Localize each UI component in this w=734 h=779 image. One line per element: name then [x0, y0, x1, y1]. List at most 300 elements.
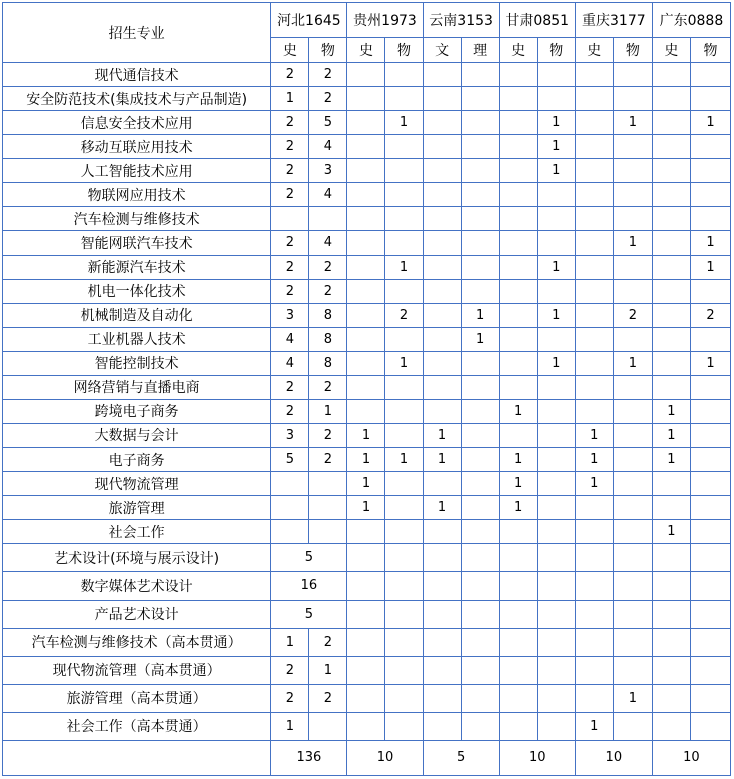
quota-cell	[385, 520, 423, 544]
quota-cell	[537, 375, 575, 399]
quota-cell	[613, 159, 652, 183]
quota-cell: 2	[309, 684, 347, 712]
quota-cell	[423, 572, 461, 600]
quota-cell: 2	[309, 448, 347, 472]
quota-cell: 3	[271, 303, 309, 327]
quota-cell: 1	[499, 496, 537, 520]
quota-cell	[347, 375, 385, 399]
quota-cell	[423, 472, 461, 496]
quota-cell	[347, 231, 385, 255]
quota-cell	[613, 572, 652, 600]
quota-cell	[690, 448, 730, 472]
quota-cell	[461, 111, 499, 135]
quota-cell	[347, 656, 385, 684]
quota-cell: 2	[271, 279, 309, 303]
quota-cell	[575, 135, 613, 159]
quota-cell	[461, 448, 499, 472]
table-row	[3, 628, 731, 656]
quota-cell: 1	[499, 399, 537, 423]
quota-cell	[461, 183, 499, 207]
quota-cell	[537, 544, 575, 572]
quota-cell	[385, 423, 423, 447]
quota-cell	[652, 656, 690, 684]
quota-cell: 2	[271, 684, 309, 712]
quota-cell	[347, 87, 385, 111]
quota-cell	[423, 600, 461, 628]
quota-cell	[461, 159, 499, 183]
quota-cell: 1	[499, 472, 537, 496]
table-row	[3, 327, 731, 351]
quota-cell	[652, 303, 690, 327]
major-name: 电子商务	[3, 448, 271, 472]
quota-cell: 5	[271, 448, 309, 472]
quota-cell	[575, 600, 613, 628]
quota-cell	[385, 684, 423, 712]
quota-cell	[385, 279, 423, 303]
quota-cell	[461, 135, 499, 159]
subject-header: 史	[575, 38, 613, 63]
quota-cell	[652, 231, 690, 255]
quota-cell	[575, 327, 613, 351]
quota-cell: 1	[537, 111, 575, 135]
major-name: 新能源汽车技术	[3, 255, 271, 279]
quota-cell	[347, 600, 385, 628]
quota-cell	[385, 656, 423, 684]
quota-cell	[309, 496, 347, 520]
quota-cell	[385, 572, 423, 600]
quota-cell	[461, 87, 499, 111]
quota-cell	[613, 135, 652, 159]
quota-cell	[461, 496, 499, 520]
major-name: 人工智能技术应用	[3, 159, 271, 183]
quota-cell: 1	[385, 448, 423, 472]
table-row	[3, 183, 731, 207]
table-row	[3, 496, 731, 520]
quota-cell: 1	[575, 472, 613, 496]
quota-cell	[347, 327, 385, 351]
quota-cell	[613, 183, 652, 207]
quota-cell: 4	[271, 351, 309, 375]
quota-cell	[652, 255, 690, 279]
quota-cell	[461, 684, 499, 712]
quota-cell: 2	[271, 135, 309, 159]
quota-cell	[309, 472, 347, 496]
quota-cell	[690, 684, 730, 712]
quota-cell	[652, 628, 690, 656]
table-row	[3, 423, 731, 447]
quota-cell: 2	[309, 279, 347, 303]
quota-cell	[499, 303, 537, 327]
major-name: 跨境电子商务	[3, 399, 271, 423]
subject-header: 物	[385, 38, 423, 63]
major-name: 现代物流管理	[3, 472, 271, 496]
quota-cell	[613, 255, 652, 279]
quota-cell	[537, 231, 575, 255]
quota-cell: 2	[271, 656, 309, 684]
quota-cell	[652, 600, 690, 628]
subject-header: 理	[461, 38, 499, 63]
quota-cell: 1	[690, 231, 730, 255]
quota-cell	[690, 327, 730, 351]
quota-cell	[347, 279, 385, 303]
quota-cell	[613, 472, 652, 496]
quota-cell	[575, 375, 613, 399]
quota-cell	[537, 423, 575, 447]
quota-cell: 1	[652, 399, 690, 423]
quota-cell	[575, 684, 613, 712]
quota-cell	[575, 656, 613, 684]
quota-cell: 1	[537, 351, 575, 375]
quota-cell	[652, 496, 690, 520]
quota-cell	[347, 255, 385, 279]
quota-cell: 2	[271, 111, 309, 135]
quota-cell	[537, 520, 575, 544]
quota-cell	[537, 87, 575, 111]
province-header-hebei: 河北1645	[271, 3, 347, 38]
quota-cell	[652, 159, 690, 183]
quota-cell	[347, 111, 385, 135]
quota-cell	[499, 87, 537, 111]
quota-cell	[423, 628, 461, 656]
quota-cell	[652, 87, 690, 111]
quota-cell	[575, 572, 613, 600]
major-name: 物联网应用技术	[3, 183, 271, 207]
quota-cell	[575, 279, 613, 303]
quota-cell	[499, 351, 537, 375]
quota-cell: 1	[575, 448, 613, 472]
quota-cell	[613, 63, 652, 87]
quota-cell	[575, 111, 613, 135]
quota-cell	[423, 111, 461, 135]
major-name: 旅游管理（高本贯通）	[3, 684, 271, 712]
quota-cell	[347, 399, 385, 423]
table-row	[3, 472, 731, 496]
quota-cell	[690, 656, 730, 684]
quota-cell	[385, 159, 423, 183]
quota-cell	[652, 111, 690, 135]
quota-cell	[461, 231, 499, 255]
quota-cell	[575, 303, 613, 327]
quota-cell	[461, 375, 499, 399]
subject-header: 物	[690, 38, 730, 63]
quota-cell	[423, 87, 461, 111]
total-guangdong: 10	[652, 740, 730, 775]
major-name: 现代通信技术	[3, 63, 271, 87]
quota-cell	[423, 712, 461, 740]
quota-cell	[499, 231, 537, 255]
quota-cell	[690, 572, 730, 600]
table-row	[3, 303, 731, 327]
quota-cell	[461, 63, 499, 87]
quota-cell	[499, 327, 537, 351]
quota-cell	[347, 135, 385, 159]
table-row	[3, 600, 731, 628]
quota-cell	[613, 327, 652, 351]
table-row	[3, 279, 731, 303]
major-name: 旅游管理	[3, 496, 271, 520]
quota-cell: 1	[652, 448, 690, 472]
quota-cell	[423, 255, 461, 279]
quota-cell	[385, 231, 423, 255]
total-gansu: 10	[499, 740, 575, 775]
quota-cell	[423, 279, 461, 303]
quota-cell	[461, 656, 499, 684]
quota-cell: 1	[537, 255, 575, 279]
quota-cell	[309, 207, 347, 231]
quota-cell	[385, 183, 423, 207]
quota-cell: 2	[385, 303, 423, 327]
quota-cell	[423, 520, 461, 544]
quota-cell: 8	[309, 351, 347, 375]
subject-header: 史	[347, 38, 385, 63]
quota-cell	[347, 684, 385, 712]
quota-cell	[613, 399, 652, 423]
quota-cell: 1	[309, 656, 347, 684]
subject-header: 史	[652, 38, 690, 63]
major-name: 社会工作	[3, 520, 271, 544]
quota-cell	[537, 327, 575, 351]
quota-cell	[652, 135, 690, 159]
quota-cell	[385, 399, 423, 423]
quota-cell	[499, 423, 537, 447]
quota-cell	[652, 279, 690, 303]
quota-cell	[461, 279, 499, 303]
quota-cell: 1	[690, 351, 730, 375]
quota-cell: 1	[499, 448, 537, 472]
quota-cell	[575, 496, 613, 520]
quota-cell	[385, 87, 423, 111]
table-row	[3, 712, 731, 740]
quota-cell	[423, 684, 461, 712]
total-hebei: 136	[271, 740, 347, 775]
quota-cell	[347, 520, 385, 544]
quota-cell: 1	[347, 448, 385, 472]
quota-cell	[499, 712, 537, 740]
table-row	[3, 87, 731, 111]
major-name: 信息安全技术应用	[3, 111, 271, 135]
quota-cell	[499, 183, 537, 207]
quota-cell	[690, 520, 730, 544]
quota-cell	[537, 472, 575, 496]
quota-cell	[690, 183, 730, 207]
quota-cell	[423, 303, 461, 327]
quota-cell	[690, 87, 730, 111]
quota-cell	[309, 520, 347, 544]
quota-cell	[613, 207, 652, 231]
table-row	[3, 231, 731, 255]
quota-cell	[690, 399, 730, 423]
quota-cell	[537, 712, 575, 740]
quota-cell	[652, 63, 690, 87]
subject-header: 文	[423, 38, 461, 63]
major-name: 工业机器人技术	[3, 327, 271, 351]
quota-cell: 2	[271, 399, 309, 423]
quota-cell	[385, 207, 423, 231]
quota-cell: 2	[613, 303, 652, 327]
quota-cell: 3	[309, 159, 347, 183]
major-name: 艺术设计(环境与展示设计)	[3, 544, 271, 572]
quota-cell: 1	[309, 399, 347, 423]
table-row	[3, 684, 731, 712]
major-name: 汽车检测与维修技术	[3, 207, 271, 231]
quota-cell	[347, 303, 385, 327]
table-row	[3, 135, 731, 159]
quota-cell	[271, 496, 309, 520]
quota-cell	[385, 327, 423, 351]
quota-cell: 1	[652, 423, 690, 447]
quota-cell	[499, 520, 537, 544]
quota-cell	[613, 628, 652, 656]
quota-cell	[690, 279, 730, 303]
total-label	[3, 740, 271, 775]
quota-cell	[499, 684, 537, 712]
quota-cell: 1	[537, 303, 575, 327]
quota-cell	[575, 207, 613, 231]
quota-cell: 1	[537, 135, 575, 159]
quota-cell: 2	[309, 255, 347, 279]
enrollment-table	[2, 2, 731, 776]
table-row	[3, 63, 731, 87]
quota-cell	[499, 135, 537, 159]
quota-cell	[499, 159, 537, 183]
quota-cell	[575, 628, 613, 656]
quota-cell	[499, 375, 537, 399]
quota-cell: 1	[652, 520, 690, 544]
quota-cell: 1	[575, 423, 613, 447]
quota-cell	[461, 472, 499, 496]
quota-cell	[537, 63, 575, 87]
quota-cell: 1	[347, 472, 385, 496]
major-name: 移动互联应用技术	[3, 135, 271, 159]
quota-cell: 2	[309, 423, 347, 447]
quota-cell	[652, 327, 690, 351]
table-row	[3, 399, 731, 423]
quota-cell	[499, 207, 537, 231]
quota-cell	[613, 423, 652, 447]
quota-cell	[575, 399, 613, 423]
quota-cell	[499, 600, 537, 628]
quota-cell	[461, 544, 499, 572]
quota-cell	[347, 159, 385, 183]
quota-cell: 1	[271, 87, 309, 111]
quota-cell	[652, 712, 690, 740]
quota-cell	[537, 183, 575, 207]
quota-cell	[309, 712, 347, 740]
major-name: 现代物流管理（高本贯通）	[3, 656, 271, 684]
quota-cell	[461, 600, 499, 628]
quota-cell: 1	[613, 231, 652, 255]
quota-cell	[499, 656, 537, 684]
quota-cell	[537, 448, 575, 472]
total-yunnan: 5	[423, 740, 499, 775]
quota-cell	[652, 207, 690, 231]
quota-cell	[613, 496, 652, 520]
quota-cell	[499, 628, 537, 656]
quota-cell	[347, 712, 385, 740]
table-row	[3, 656, 731, 684]
quota-cell	[613, 544, 652, 572]
quota-cell: 4	[309, 231, 347, 255]
quota-cell	[385, 135, 423, 159]
province-header-chongqing: 重庆3177	[575, 3, 652, 38]
quota-cell	[423, 399, 461, 423]
table-row	[3, 207, 731, 231]
table-row	[3, 159, 731, 183]
quota-cell: 1	[347, 496, 385, 520]
province-header-gansu: 甘肃0851	[499, 3, 575, 38]
quota-cell	[613, 87, 652, 111]
quota-cell	[575, 183, 613, 207]
table-row	[3, 375, 731, 399]
quota-cell: 5	[309, 111, 347, 135]
major-header: 招生专业	[3, 3, 271, 63]
quota-cell	[690, 544, 730, 572]
major-name: 智能网联汽车技术	[3, 231, 271, 255]
quota-cell	[271, 472, 309, 496]
quota-cell	[690, 600, 730, 628]
quota-cell: 2	[309, 375, 347, 399]
quota-cell: 4	[271, 327, 309, 351]
quota-cell	[690, 472, 730, 496]
quota-cell	[461, 351, 499, 375]
quota-cell	[537, 496, 575, 520]
quota-cell-merged: 16	[271, 572, 347, 600]
quota-cell	[347, 572, 385, 600]
quota-cell	[652, 472, 690, 496]
quota-cell	[537, 279, 575, 303]
subject-header: 物	[309, 38, 347, 63]
quota-cell	[537, 572, 575, 600]
quota-cell	[271, 207, 309, 231]
quota-cell	[537, 399, 575, 423]
quota-cell	[347, 207, 385, 231]
table-row	[3, 448, 731, 472]
quota-cell	[690, 496, 730, 520]
table-row	[3, 111, 731, 135]
quota-cell	[575, 63, 613, 87]
quota-cell	[575, 255, 613, 279]
quota-cell: 2	[690, 303, 730, 327]
quota-cell	[461, 520, 499, 544]
table-row	[3, 351, 731, 375]
quota-cell	[385, 544, 423, 572]
quota-cell	[423, 327, 461, 351]
quota-cell	[690, 159, 730, 183]
quota-cell	[271, 520, 309, 544]
quota-cell	[385, 472, 423, 496]
quota-cell	[423, 63, 461, 87]
quota-cell	[690, 712, 730, 740]
quota-cell	[423, 183, 461, 207]
quota-cell	[423, 135, 461, 159]
quota-cell	[347, 628, 385, 656]
quota-cell	[613, 600, 652, 628]
total-chongqing: 10	[575, 740, 652, 775]
quota-cell: 1	[461, 303, 499, 327]
quota-cell	[575, 544, 613, 572]
quota-cell	[652, 544, 690, 572]
quota-cell: 1	[385, 255, 423, 279]
quota-cell: 2	[271, 63, 309, 87]
quota-cell	[537, 684, 575, 712]
quota-cell	[652, 684, 690, 712]
quota-cell	[613, 712, 652, 740]
quota-cell	[423, 351, 461, 375]
quota-cell	[461, 423, 499, 447]
quota-cell	[575, 159, 613, 183]
quota-cell	[613, 656, 652, 684]
quota-cell	[613, 375, 652, 399]
